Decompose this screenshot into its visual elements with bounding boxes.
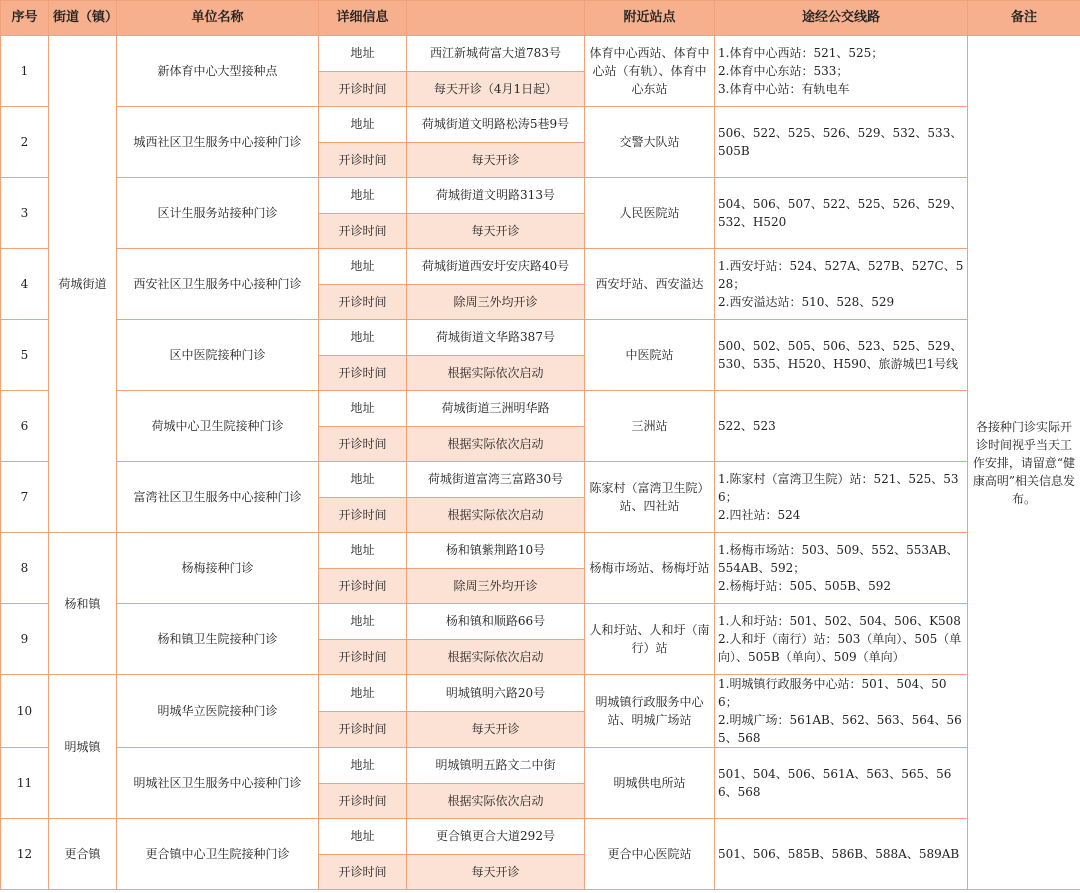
header-detail: 详细信息 [319,1,407,36]
unit-name: 更合镇中心卫生院接种门诊 [117,819,319,890]
route-line: 3.体育中心站：有轨电车 [718,82,850,96]
table-row [1,178,1080,214]
hours-value: 每天开诊 [407,142,585,178]
header-row [1,1,1080,36]
hours-value: 每天开诊（4月1日起） [407,71,585,107]
route-line: 2.明城广场：561AB、562、563、564、565、568 [718,713,962,745]
hours-value: 根据实际依次启动 [407,426,585,462]
bus-routes [715,462,968,533]
header-unit: 单位名称 [117,1,319,36]
nearby-stations: 交警大队站 [585,107,715,178]
bus-routes [715,249,968,320]
address-label: 地址 [319,533,407,569]
address-value: 荷城街道富湾三富路30号 [407,462,585,498]
nearby-stations: 体育中心西站、体育中心站（有轨）、体育中心东站 [585,36,715,107]
table-row [1,748,1080,784]
hours-label: 开诊时间 [319,284,407,320]
hours-value: 根据实际依次启动 [407,639,585,675]
hours-label: 开诊时间 [319,854,407,890]
nearby-stations: 西安圩站、西安溢达 [585,249,715,320]
address-value: 西江新城荷富大道783号 [407,36,585,72]
address-label: 地址 [319,320,407,356]
route-line: 2.人和圩（南行）站：503（单向）、505（单向）、505B（单向）、509（单向） [718,632,962,664]
address-value: 明城镇明六路20号 [407,675,585,712]
hours-label: 开诊时间 [319,568,407,604]
nearby-stations: 三洲站 [585,391,715,462]
hours-label: 开诊时间 [319,711,407,748]
route-line: 1.西安圩站：524、527A、527B、527C、528； [718,259,964,291]
address-value: 杨和镇紫荆路10号 [407,533,585,569]
header-routes: 途经公交线路 [715,1,968,36]
address-value: 荷城街道文明路松涛5巷9号 [407,107,585,143]
header-stations: 附近站点 [585,1,715,36]
route-line: 2.杨梅圩站：505、505B、592 [718,579,891,593]
unit-name: 区中医院接种门诊 [117,320,319,391]
address-label: 地址 [319,36,407,72]
address-value: 杨和镇和顺路66号 [407,604,585,640]
bus-routes [715,320,968,391]
unit-name: 杨梅接种门诊 [117,533,319,604]
bus-routes [715,36,968,107]
header-note: 备注 [968,1,1080,36]
bus-routes [715,819,968,890]
address-label: 地址 [319,391,407,427]
route-line: 1.明城镇行政服务中心站：501、504、506； [718,677,947,709]
nearby-stations: 人和圩站、人和圩（南行）站 [585,604,715,675]
table-row [1,320,1080,356]
route-line: 1.体育中心西站：521、525； [718,46,884,60]
address-value: 荷城街道西安圩安庆路40号 [407,249,585,285]
row-number: 9 [1,604,49,675]
bus-routes [715,107,968,178]
address-value: 荷城街道文明路313号 [407,178,585,214]
table-row [1,36,1080,72]
row-number: 12 [1,819,49,890]
header-num: 序号 [1,1,49,36]
table-row [1,391,1080,427]
hours-value: 根据实际依次启动 [407,355,585,391]
table-row [1,675,1080,712]
row-number: 10 [1,675,49,748]
hours-label: 开诊时间 [319,497,407,533]
row-number: 8 [1,533,49,604]
unit-name: 富湾社区卫生服务中心接种门诊 [117,462,319,533]
route-line: 2.四社站：524 [718,508,801,522]
address-label: 地址 [319,462,407,498]
hours-value: 除周三外均开诊 [407,284,585,320]
table-row [1,819,1080,855]
nearby-stations: 明城镇行政服务中心站、明城广场站 [585,675,715,748]
hours-label: 开诊时间 [319,426,407,462]
nearby-stations: 杨梅市场站、杨梅圩站 [585,533,715,604]
hours-value: 每天开诊 [407,213,585,249]
hours-value: 根据实际依次启动 [407,497,585,533]
route-line: 506、522、525、526、529、532、533、505B [718,126,963,158]
address-label: 地址 [319,748,407,784]
note-cell: 各接种门诊实际开诊时间视乎当天工作安排，请留意“健康高明”相关信息发布。 [968,36,1080,890]
unit-name: 荷城中心卫生院接种门诊 [117,391,319,462]
table-row [1,604,1080,640]
address-label: 地址 [319,178,407,214]
route-line: 500、502、505、506、523、525、529、530、535、H520、H590、旅游城巴1号线 [718,339,963,371]
table-body [1,36,1080,890]
table-row [1,533,1080,569]
nearby-stations: 人民医院站 [585,178,715,249]
bus-routes [715,675,968,748]
hours-label: 开诊时间 [319,355,407,391]
row-number: 5 [1,320,49,391]
hours-label: 开诊时间 [319,142,407,178]
row-number: 7 [1,462,49,533]
bus-routes [715,748,968,819]
row-number: 11 [1,748,49,819]
route-line: 2.西安溢达站：510、528、529 [718,295,895,309]
hours-label: 开诊时间 [319,213,407,249]
district-cell: 荷城街道 [49,36,117,533]
nearby-stations: 中医院站 [585,320,715,391]
route-line: 504、506、507、522、525、526、529、532、H520 [718,197,963,229]
table-row [1,107,1080,143]
hours-value: 每天开诊 [407,854,585,890]
route-line: 501、504、506、561A、563、565、566、568 [718,767,952,799]
hours-label: 开诊时间 [319,71,407,107]
unit-name: 西安社区卫生服务中心接种门诊 [117,249,319,320]
nearby-stations: 明城供电所站 [585,748,715,819]
row-number: 4 [1,249,49,320]
district-cell: 杨和镇 [49,533,117,675]
route-line: 1.陈家村（富湾卫生院）站：521、525、536； [718,472,959,504]
address-label: 地址 [319,604,407,640]
hours-value: 除周三外均开诊 [407,568,585,604]
route-line: 522、523 [718,419,776,433]
row-number: 2 [1,107,49,178]
address-value: 更合镇更合大道292号 [407,819,585,855]
header-district: 街道（镇） [49,1,117,36]
route-line: 1.人和圩站：501、502、504、506、K508 [718,614,961,628]
unit-name: 区计生服务站接种门诊 [117,178,319,249]
unit-name: 明城社区卫生服务中心接种门诊 [117,748,319,819]
bus-routes [715,178,968,249]
hours-value: 根据实际依次启动 [407,783,585,819]
hours-label: 开诊时间 [319,639,407,675]
unit-name: 杨和镇卫生院接种门诊 [117,604,319,675]
address-label: 地址 [319,107,407,143]
table-row [1,249,1080,285]
unit-name: 新体育中心大型接种点 [117,36,319,107]
bus-routes [715,533,968,604]
bus-routes [715,391,968,462]
route-line: 2.体育中心东站：533； [718,64,849,78]
nearby-stations: 陈家村（富湾卫生院）站、四社站 [585,462,715,533]
route-line: 501、506、585B、586B、588A、589AB [718,847,960,861]
row-number: 3 [1,178,49,249]
address-label: 地址 [319,249,407,285]
row-number: 6 [1,391,49,462]
district-cell: 明城镇 [49,675,117,819]
header-detail-value [407,1,585,36]
address-value: 明城镇明五路文二中街 [407,748,585,784]
route-line: 1.杨梅市场站：503、509、552、553AB、554AB、592； [718,543,959,575]
address-label: 地址 [319,675,407,712]
nearby-stations: 更合中心医院站 [585,819,715,890]
row-number: 1 [1,36,49,107]
address-value: 荷城街道文华路387号 [407,320,585,356]
unit-name: 城西社区卫生服务中心接种门诊 [117,107,319,178]
table-row [1,462,1080,498]
address-value: 荷城街道三洲明华路 [407,391,585,427]
hours-label: 开诊时间 [319,783,407,819]
unit-name: 明城华立医院接种门诊 [117,675,319,748]
district-cell: 更合镇 [49,819,117,890]
address-label: 地址 [319,819,407,855]
bus-routes [715,604,968,675]
hours-value: 每天开诊 [407,711,585,748]
